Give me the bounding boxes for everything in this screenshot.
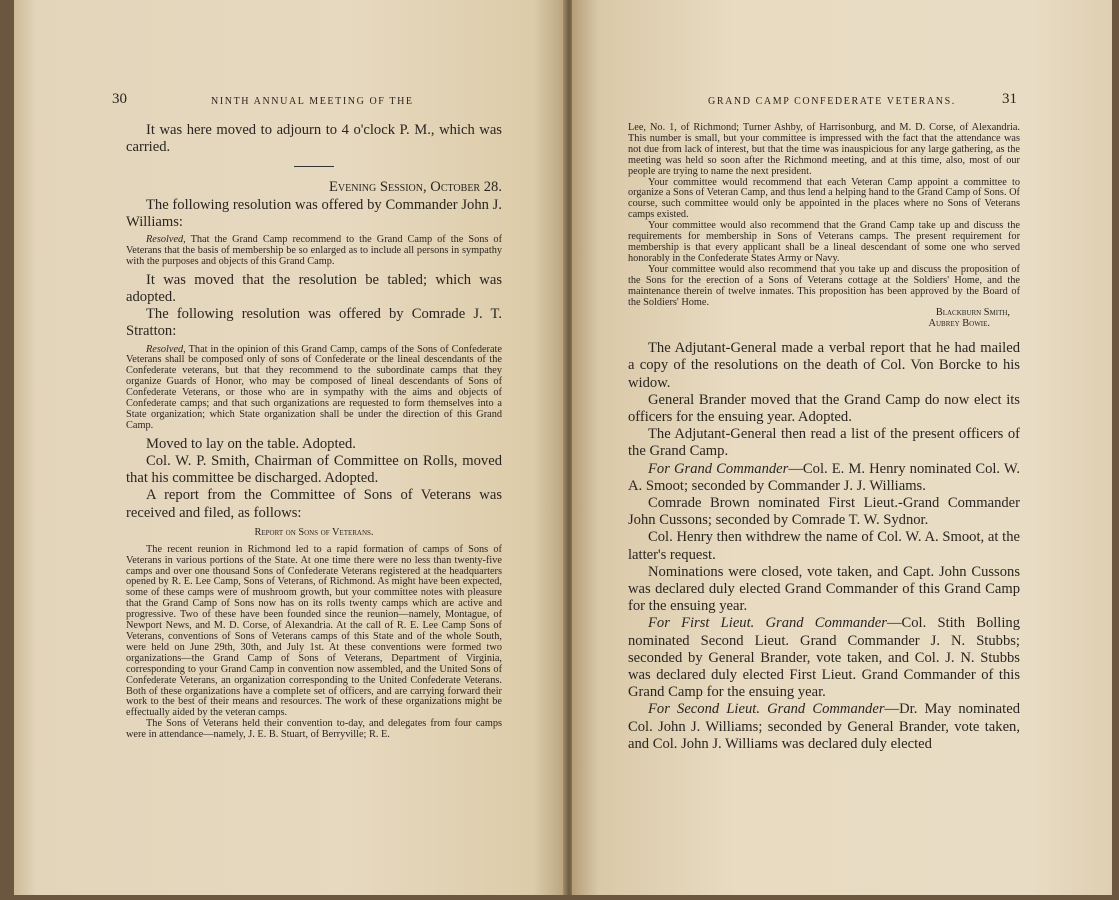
first-lieut-text: —Col. Stith Bolling nominated Second Lieut. Grand Commander J. N. Stubbs; seconded by General Brander, vote taken, and Col. J. N. Stubbs was declared duly elected First Lieut. Grand Commander of this Grand Camp for the ensuing year.: [628, 615, 1021, 701]
page-number: 31: [1002, 91, 1017, 107]
report-paragraph-3: Your committee would recommend that each Veteran Camp appoint a committee to organize a Sons of Veteran Camp, and thus lend a helping hand to the Grand Camp of Sons. Of course, such committee would only be appointed in the places where no Sons of Veterans camps existed.: [628, 176, 1020, 221]
resolution-1-intro: The following resolution was offered by Commander John J. Williams:: [126, 196, 502, 230]
resolution-1: [126, 235, 502, 268]
rolls-paragraph: Col. W. P. Smith, Chairman of Committee on Rolls, moved that his committee be discharged. Adopted.: [126, 453, 502, 487]
grand-commander-label: For Grand Commander: [648, 460, 789, 477]
second-lieut-text: —Dr. May nominated Col. John J. Williams; seconded by General Brander, vote taken, and Col. John J. Williams was declared duly elected: [628, 701, 1020, 752]
running-head: NINTH ANNUAL MEETING OF THE: [211, 96, 414, 107]
right-text-column: [628, 123, 1020, 753]
report-heading: Report on Sons of Veterans.: [254, 526, 374, 538]
adjourn-paragraph: It was here moved to adjourn to 4 o'clock P. M., which was carried.: [126, 122, 502, 156]
resolution-2-text: That in the opinion of this Grand Camp, camps of the Sons of Confederate Veterans shall be composed only of sons of Confederate or the lineal descendants of the Confederate veterans, but that they recommend to the subordinate camps that they organize Guards of Honor, who may be composed of lineal descendants of Sons of Confederate Veterans, or those who are in sympathy with the aims and objects of Confederate camps; and that such organizations are requested to form themselves into a State organization; which State organization shall be under the direction of this Grand Camp.: [126, 343, 502, 431]
resolved-word: Resolved,: [146, 234, 186, 246]
first-lieut-label: For First Lieut. Grand Commander: [648, 615, 887, 632]
signature-2: Aubrey Bowie.: [928, 318, 990, 330]
adjutant-list-paragraph: The Adjutant-General then read a list of the present officers of the Grand Camp.: [628, 426, 1020, 460]
resolution-2: [126, 345, 502, 432]
grand-commander-paragraph: [628, 461, 1020, 495]
left-text-column: [126, 122, 502, 741]
second-lieut-paragraph: [628, 701, 1020, 753]
report-paragraph-4: Your committee would also recommend that the Grand Camp take up and discuss the requirements for membership in Sons of Veterans camps. The present requirement for membership is that every applicant shall be a lineal descendant of some one who served honorably in the Confederate States Army or Navy.: [628, 220, 1020, 264]
brander-moved-paragraph: General Brander moved that the Grand Camp do now elect its officers for the ensuing year. Adopted.: [628, 391, 1020, 426]
first-lieut-paragraph: [628, 615, 1020, 701]
left-page: [14, 0, 566, 895]
moved-lay-paragraph: Moved to lay on the table. Adopted.: [146, 435, 356, 452]
report-paragraph-5: Your committee would also recommend that you take up and discuss the proposition of the Sons for the erection of a Sons of Veterans cottage at the Soldiers' Home, and the maintenance therein of twelve inmates. This proposition has been approved by the Board of the Soldiers' Home.: [628, 263, 1020, 308]
session-heading: Evening Session, October 28.: [328, 179, 502, 196]
signature-1: Blackburn Smith,: [935, 307, 1010, 319]
report-received-paragraph: A report from the Committee of Sons of Veterans was received and filed, as follows:: [126, 487, 502, 521]
resolved-word: Resolved,: [146, 343, 186, 355]
grand-commander-text: —Col. E. M. Henry nominated Col. W. A. Smoot; seconded by Commander J. J. Williams.: [628, 460, 1020, 494]
henry-withdrew-paragraph: Col. Henry then withdrew the name of Col. W. A. Smoot, at the latter's request.: [628, 529, 1020, 563]
running-head: GRAND CAMP CONFEDERATE VETERANS.: [708, 96, 956, 107]
report-paragraph-1: The recent reunion in Richmond led to a rapid formation of camps of Sons of Veterans in various portions of the State. At one time there were no less than twenty-five camps and over one thousand Sons of Confederate Veterans registered at the headquarters opened by R. E. Lee Camp, Sons of Veterans, of Richmond. As might have been expected, some of these camps were of mushroom growth, but your committee notes with pleasure that the Grand Camp of Sons now has on its rolls twenty camps which are active and progressive. Two of these have been founded since the reunion—namely, Montague, of Newport News, and M. D. Corse, of Alexandria. At the call of R. E. Lee Camp Sons of Veterans, conventions of Sons of Veterans camps of this State and of the whole South, were held on June 29th, 30th, and July 1st. At these conventions were formed two organizations—the Grand Camp of Sons of Veterans, Department of Virginia, corresponding to your Grand Camp in convention now assembled, and the United Sons of Confederate Veterans, an organization corresponding to the United Confederate Veterans. Both of these organizations have a complete set of officers, and are carrying forward their work to the best of their means and resources. The work of these organizations might be effectually aided by the veteran camps.: [126, 543, 502, 719]
brown-nomination-paragraph: Comrade Brown nominated First Lieut.-Grand Commander John Cussons; seconded by Comrade T. W. Sydnor.: [628, 495, 1020, 529]
tabled-paragraph: It was moved that the resolution be tabled; which was adopted.: [126, 271, 502, 305]
resolution-1-text: That the Grand Camp recommend to the Grand Camp of the Sons of Veterans that the basis of membership be so enlarged as to include all persons in sympathy with the purposes and objects of this Grand Camp.: [126, 234, 502, 267]
nominations-closed-paragraph: Nominations were closed, vote taken, and Capt. John Cussons was declared duly elected Grand Commander of this Grand Camp for the ensuing year.: [628, 563, 1020, 615]
right-page: [572, 0, 1112, 895]
resolution-2-intro: The following resolution was offered by Comrade J. T. Stratton:: [126, 306, 502, 340]
report-continued: Lee, No. 1, of Richmond; Turner Ashby, of Harrisonburg, and M. D. Corse, of Alexandria. This number is small, but your committee is impressed with the fact that the attendance was not due from lack of interest, but that the time was inauspicious for any large gathering, as the meeting was held so soon after the Richmond meeting, and at this time, also, most of our people are trying to name the next president.: [628, 122, 1020, 177]
report-paragraph-2: The Sons of Veterans held their convention to-day, and delegates from four camps were in attendance—namely, J. E. B. Stuart, of Berryville; R. E.: [126, 718, 502, 741]
adjutant-report-paragraph: The Adjutant-General made a verbal report that he had mailed a copy of the resolutions on the death of Col. Von Borcke to his widow.: [628, 340, 1020, 391]
page-number: 30: [112, 91, 127, 107]
section-rule: [294, 166, 334, 167]
second-lieut-label: For Second Lieut. Grand Commander: [648, 701, 885, 718]
